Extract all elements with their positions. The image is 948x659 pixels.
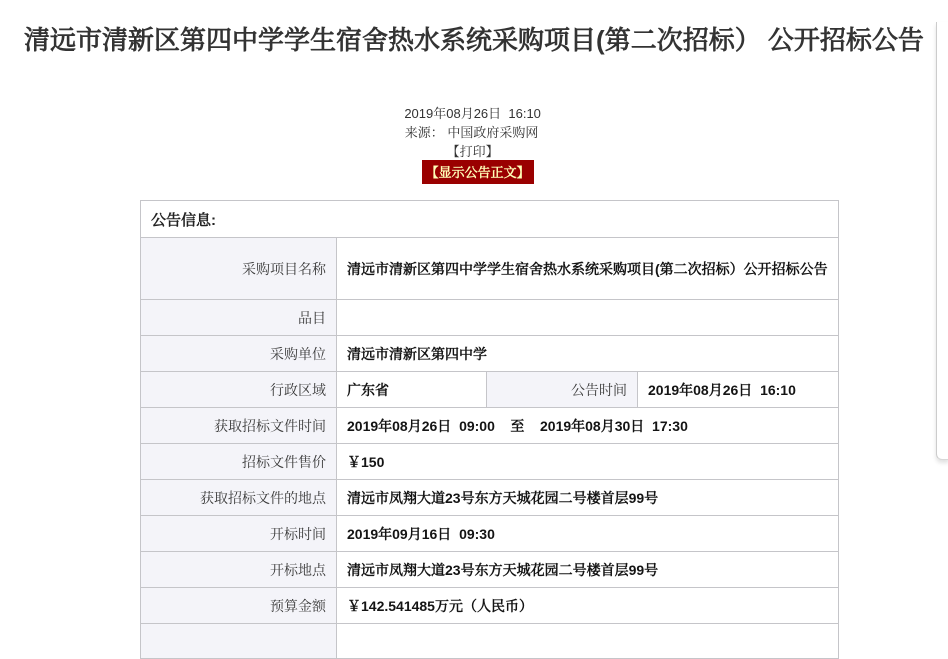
row-value: 清远市清新区第四中学学生宿舍热水系统采购项目(第二次招标）公开招标公告 bbox=[337, 238, 839, 300]
panel-edge-divider bbox=[936, 22, 948, 460]
row-value bbox=[337, 624, 839, 659]
table-row-open-place bbox=[141, 552, 839, 588]
row-value-2: 2019年08月26日 16:10 bbox=[638, 372, 839, 408]
row-label-2: 公告时间 bbox=[487, 372, 638, 408]
table-row-open-time bbox=[141, 516, 839, 552]
row-label: 获取招标文件时间 bbox=[141, 408, 337, 444]
row-label: 品目 bbox=[141, 300, 337, 336]
table-row-budget bbox=[141, 588, 839, 624]
table-row-category bbox=[141, 300, 839, 336]
show-notice-button[interactable]: 【显示公告正文】 bbox=[422, 160, 534, 184]
row-value: ￥150 bbox=[337, 444, 839, 480]
row-label: 开标时间 bbox=[141, 516, 337, 552]
row-value: 广东省 bbox=[337, 372, 487, 408]
source-text: 来源： 中国政府采购网 bbox=[404, 125, 539, 140]
row-value: 清远市清新区第四中学 bbox=[337, 336, 839, 372]
table-row-doc-place bbox=[141, 480, 839, 516]
table-row-region-and-time bbox=[141, 372, 839, 408]
table-row-purchaser bbox=[141, 336, 839, 372]
row-label: 招标文件售价 bbox=[141, 444, 337, 480]
summary-table bbox=[140, 200, 839, 659]
table-row-project-name bbox=[141, 238, 839, 300]
row-value bbox=[337, 300, 839, 336]
table-header-row bbox=[141, 201, 839, 238]
row-value: 2019年08月26日 09:00 至 2019年08月30日 17:30 bbox=[337, 408, 839, 444]
row-label: 采购项目名称 bbox=[141, 238, 337, 300]
row-label bbox=[141, 624, 337, 659]
row-value: ￥142.541485万元（人民币） bbox=[337, 588, 839, 624]
row-label: 预算金额 bbox=[141, 588, 337, 624]
row-value: 清远市凤翔大道23号东方天城花园二号楼首层99号 bbox=[337, 552, 839, 588]
row-label: 行政区域 bbox=[141, 372, 337, 408]
row-label: 采购单位 bbox=[141, 336, 337, 372]
table-row-doc-time bbox=[141, 408, 839, 444]
row-value: 清远市凤翔大道23号东方天城花园二号楼首层99号 bbox=[337, 480, 839, 516]
row-label: 获取招标文件的地点 bbox=[141, 480, 337, 516]
publish-datetime: 2019年08月26日 16:10 bbox=[404, 106, 541, 121]
print-link[interactable]: 【打印】 bbox=[446, 144, 499, 159]
table-header-label: 公告信息: bbox=[141, 201, 839, 238]
row-value: 2019年09月16日 09:30 bbox=[337, 516, 839, 552]
row-label: 开标地点 bbox=[141, 552, 337, 588]
announcement-summary bbox=[140, 200, 839, 659]
meta-line bbox=[0, 88, 948, 184]
page-title: 清远市清新区第四中学学生宿舍热水系统采购项目(第二次招标） 公开招标公告 bbox=[24, 25, 924, 55]
table-row-doc-price bbox=[141, 444, 839, 480]
table-row-partial bbox=[141, 624, 839, 659]
